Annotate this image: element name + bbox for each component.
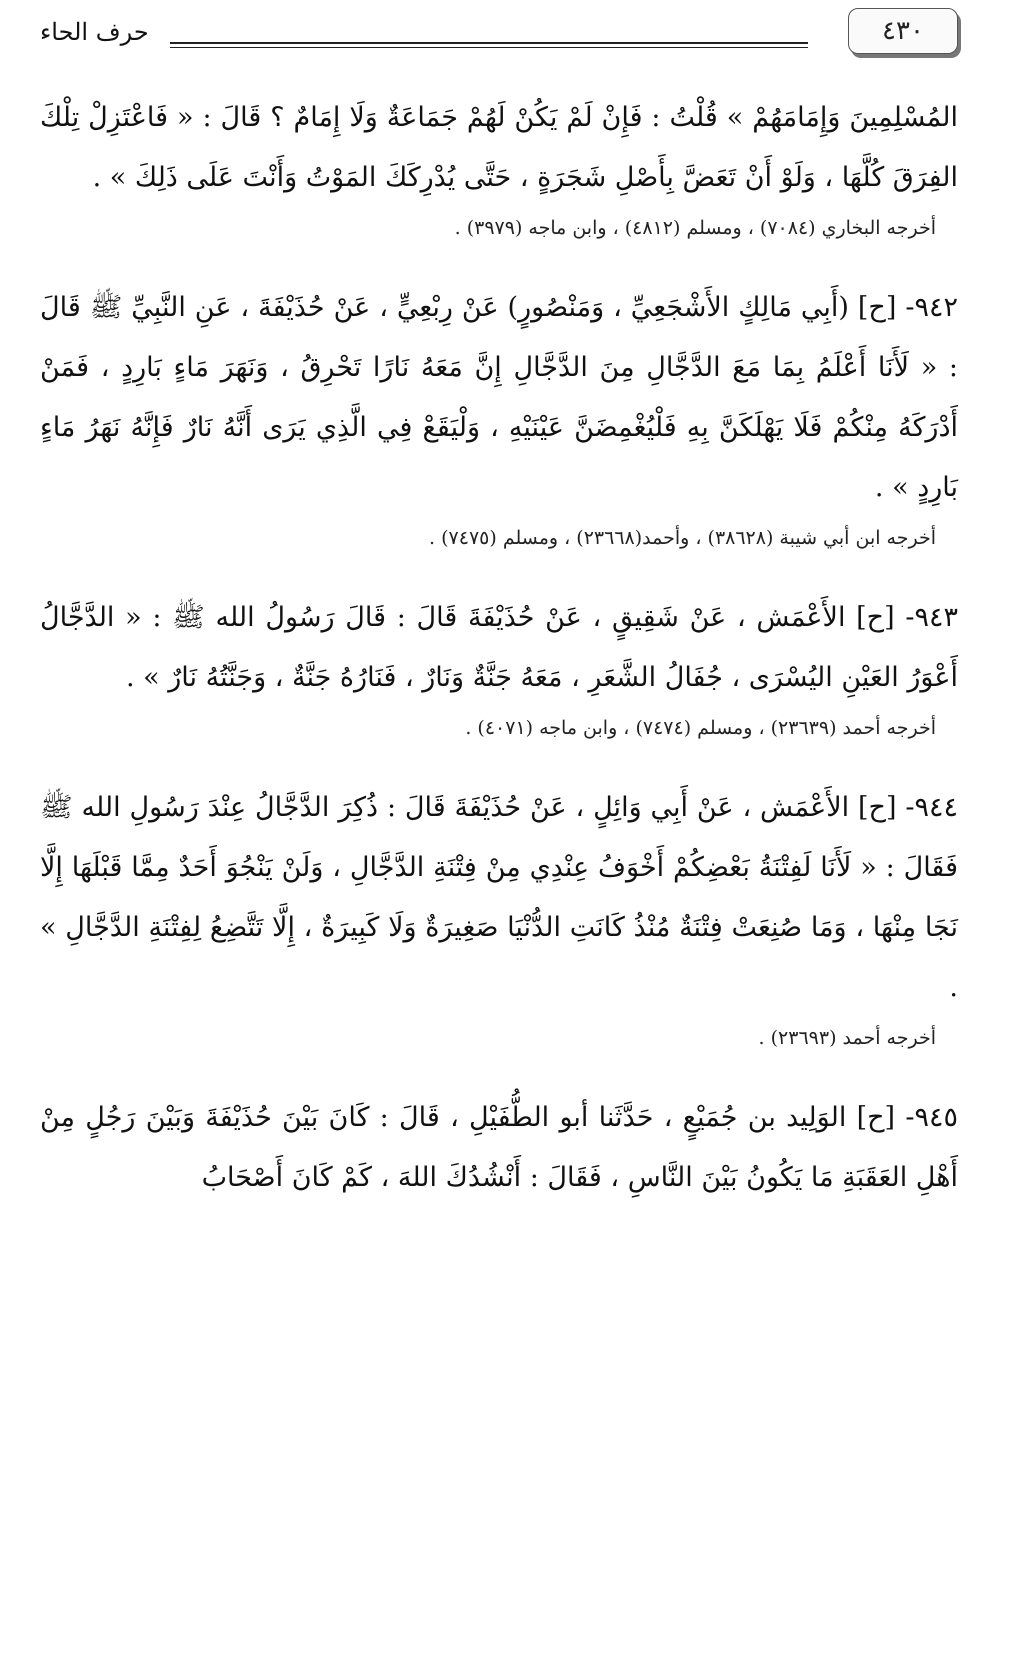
hadith-entry (40, 588, 958, 744)
page-number: ٤٣٠ (848, 8, 958, 54)
hadith-text: ٩٤٣- [ح] الأَعْمَش ، عَنْ شَقِيقٍ ، عَنْ حُذَيْفَةَ قَالَ : قَالَ رَسُولُ الله ﷺ : « الدَّجَّالُ أَعْوَرُ العَيْنِ اليُسْرَى ، جُفَالُ الشَّعَرِ ، مَعَهُ جَنَّةٌ وَنَارٌ ، فَنَارُهُ جَنَّةٌ ، وَجَنَّتُهُ نَارٌ » . (40, 602, 958, 693)
page-header (40, 8, 958, 60)
hadith-entry (40, 778, 958, 1054)
hadith-entry (40, 88, 958, 244)
hadith-text: ٩٤٤- [ح] الأَعْمَش ، عَنْ أَبِي وَائِلٍ ، عَنْ حُذَيْفَةَ قَالَ : ذُكِرَ الدَّجَّالُ عِنْدَ رَسُولِ الله ﷺ فَقَالَ : « لَأَنَا لَفِتْنَةُ بَعْضِكُمْ أَخْوَفُ عِنْدِي مِنْ فِتْنَةِ الدَّجَّالِ ، وَلَنْ يَنْجُوَ أَحَدٌ مِمَّا قَبْلَهَا إِلَّا نَجَا مِنْهَا ، وَمَا صُنِعَتْ فِتْنَةٌ مُنْذُ كَانَتِ الدُّنْيَا صَغِيرَةٌ وَلَا كَبِيرَةٌ ، إِلَّا تَتَّضِعُ لِفِتْنَةِ الدَّجَّالِ » . (40, 792, 958, 1003)
hadith-text: ٩٤٢- [ح] (أَبِي مَالِكٍ الأَشْجَعِيِّ ، وَمَنْصُورٍ) عَنْ رِبْعِيٍّ ، عَنْ حُذَيْفَةَ ، عَنِ النَّبِيِّ ﷺ قَالَ : « لَأَنَا أَعْلَمُ بِمَا مَعَ الدَّجَّالِ مِنَ الدَّجَّالِ إِنَّ مَعَهُ نَارًا تَحْرِقُ ، وَنَهَرَ مَاءٍ بَارِدٍ ، فَمَنْ أَدْرَكَهُ مِنْكُمْ فَلَا يَهْلَكَنَّ بِهِ فَلْيُغْمِضَنَّ عَيْنَيْهِ ، وَلْيَقَعْ فِي الَّذِي يَرَى أَنَّهُ نَارٌ فَإِنَّهُ نَهَرُ مَاءٍ بَارِدٍ » . (40, 292, 958, 503)
hadith-entry (40, 1088, 958, 1208)
hadith-source: أخرجه ابن أبي شيبة (٣٨٦٢٨) ، وأحمد(٢٣٦٦٨) ، ومسلم (٧٤٧٥) . (429, 527, 936, 549)
hadith-entry (40, 278, 958, 554)
hadith-source: أخرجه أحمد (٢٣٦٣٩) ، ومسلم (٧٤٧٤) ، وابن ماجه (٤٠٧١) . (465, 717, 936, 739)
hadith-text: ٩٤٥- [ح] الوَلِيد بن جُمَيْعٍ ، حَدَّثَنا أبو الطُّفَيْلِ ، قَالَ : كَانَ بَيْنَ حُذَيْفَةَ وَبَيْنَ رَجُلٍ مِنْ أَهْلِ العَقَبَةِ مَا يَكُونُ بَيْنَ النَّاسِ ، فَقَالَ : أَنْشُدُكَ اللهَ ، كَمْ كَانَ أَصْحَابُ (40, 1102, 958, 1193)
page-content (40, 88, 958, 1242)
hadith-text: المُسْلِمِينَ وَإِمَامَهُمْ » قُلْتُ : فَإِنْ لَمْ يَكُنْ لَهُمْ جَمَاعَةٌ وَلَا إِمَامٌ ؟ قَالَ : « فَاعْتَزِلْ تِلْكَ الفِرَقَ كُلَّهَا ، وَلَوْ أَنْ تَعَضَّ بِأَصْلِ شَجَرَةٍ ، حَتَّى يُدْرِكَكَ المَوْتُ وَأَنْتَ عَلَى ذَلِكَ » . (40, 102, 958, 193)
hadith-source: أخرجه أحمد (٢٣٦٩٣) . (758, 1027, 936, 1049)
header-rule (170, 42, 808, 48)
section-title: حرف الحاء (40, 18, 149, 46)
hadith-source: أخرجه البخاري (٧٠٨٤) ، ومسلم (٤٨١٢) ، وابن ماجه (٣٩٧٩) . (454, 217, 936, 239)
